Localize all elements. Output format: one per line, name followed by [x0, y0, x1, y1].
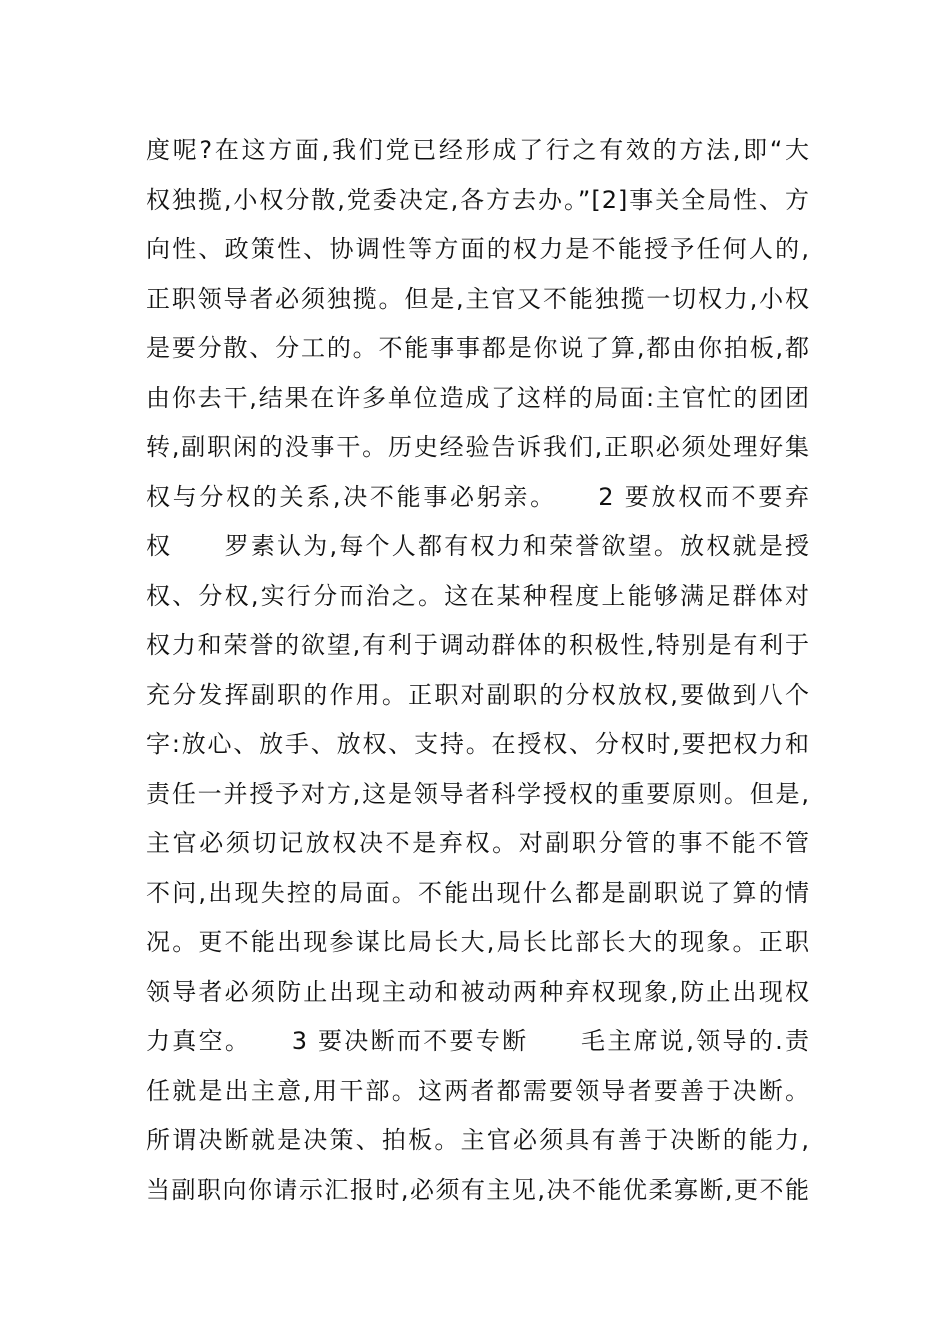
text-line: 充分发挥副职的作用。正职对副职的分权放权,要做到八个 [146, 680, 810, 709]
text-line: 权力和荣誉的欲望,有利于调动群体的积极性,特别是有利于 [146, 631, 810, 659]
text-line: 是要分散、分工的。不能事事都是你说了算,都由你拍板,都 [146, 334, 810, 362]
text-line: 权、分权,实行分而治之。这在某种程度上能够满足群体对 [146, 581, 810, 610]
text-line: 主官必须切记放权决不是弃权。对副职分管的事不能不管 [146, 829, 810, 857]
text-line: 不问,出现失控的局面。不能出现什么都是副职说了算的情 [146, 878, 810, 907]
text-line: 况。更不能出现参谋比局长大,局长比部长大的现象。正职 [146, 928, 810, 956]
text-line: 权独揽,小权分散,党委决定,各方去办。”[2]事关全局性、方 [146, 185, 810, 214]
text-line: 权 罗素认为,每个人都有权力和荣誉欲望。放权就是授 [146, 532, 810, 560]
text-line: 度呢?在这方面,我们党已经形成了行之有效的方法,即“大 [146, 136, 810, 164]
text-line: 权与分权的关系,决不能事必躬亲。 2 要放权而不要弃 [146, 482, 810, 511]
text-line: 力真空。 3 要决断而不要专断 毛主席说,领导的.责 [146, 1027, 810, 1055]
text-line: 由你去干,结果在许多单位造成了这样的局面:主官忙的团团 [146, 383, 810, 412]
text-line: 字:放心、放手、放权、支持。在授权、分权时,要把权力和 [146, 730, 810, 758]
text-line: 所谓决断就是决策、拍板。主官必须具有善于决断的能力, [146, 1126, 810, 1154]
text-line: 任就是出主意,用干部。这两者都需要领导者要善于决断。 [146, 1076, 810, 1105]
text-line: 领导者必须防止出现主动和被动两种弃权现象,防止出现权 [146, 977, 810, 1006]
text-line: 转,副职闲的没事干。历史经验告诉我们,正职必须处理好集 [146, 433, 810, 461]
text-line: 当副职向你请示汇报时,必须有主见,决不能优柔寡断,更不能 [146, 1175, 810, 1204]
text-line: 责任一并授予对方,这是领导者科学授权的重要原则。但是, [146, 779, 810, 808]
text-line: 正职领导者必须独揽。但是,主官又不能独揽一切权力,小权 [146, 284, 810, 313]
text-line: 向性、政策性、协调性等方面的权力是不能授予任何人的, [146, 235, 810, 263]
body-text [146, 126, 810, 1215]
